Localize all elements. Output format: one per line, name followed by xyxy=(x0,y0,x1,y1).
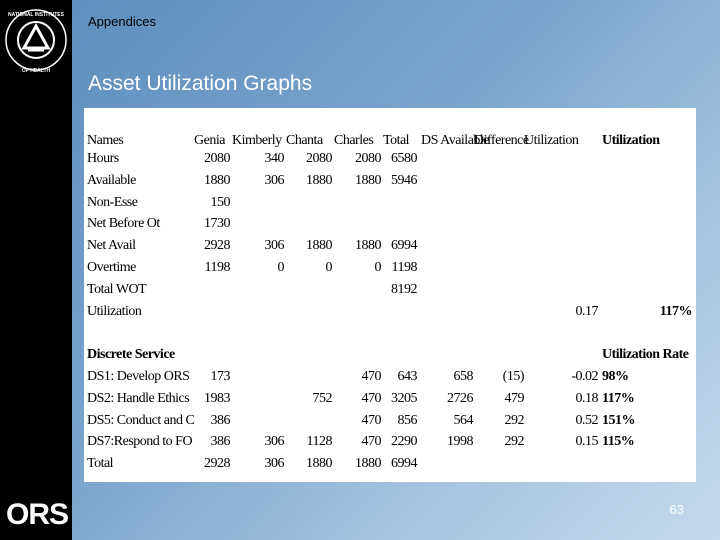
table-cell: (15) xyxy=(502,369,524,384)
table-cell: 150 xyxy=(210,194,230,210)
slide-title: Asset Utilization Graphs xyxy=(88,72,313,95)
row-label: Overtime xyxy=(87,260,136,275)
table-cell: 564 xyxy=(453,412,473,428)
table-cell: 6994 xyxy=(391,456,417,472)
table-cell: 856 xyxy=(397,412,417,428)
table-cell: 2080 xyxy=(355,151,381,166)
table-header-cell: Chanta xyxy=(286,133,323,148)
table-cell: 0 xyxy=(374,260,381,275)
table-cell: 6580 xyxy=(391,151,417,166)
table-cell: 1880 xyxy=(355,456,381,472)
table-cell: 643 xyxy=(397,369,417,384)
table-cell: 2726 xyxy=(447,390,473,406)
table-header-cell: Kimberly xyxy=(232,133,282,148)
table-cell: 470 xyxy=(361,434,381,450)
table-cell: 1880 xyxy=(306,456,332,472)
table-cell: 2080 xyxy=(204,151,230,166)
svg-text:NATIONAL INSTITUTES: NATIONAL INSTITUTES xyxy=(8,12,64,18)
table-cell: 1198 xyxy=(204,260,230,275)
table-cell: 1128 xyxy=(306,434,332,450)
table-header-cell: Utilization xyxy=(524,133,579,148)
table-cell: 0.52 xyxy=(575,412,598,428)
table-cell: Utilization Rate xyxy=(602,347,689,363)
row-label: Utilization xyxy=(87,303,142,319)
row-label: Total WOT xyxy=(87,281,147,297)
table-cell: 2290 xyxy=(391,434,417,450)
row-label: Net Before Ot xyxy=(87,216,160,232)
table-cell: 658 xyxy=(453,369,473,384)
table-cell: 292 xyxy=(504,412,524,428)
table-cell: 479 xyxy=(504,390,524,406)
table-cell: 151% xyxy=(602,412,635,428)
table-cell: 1730 xyxy=(204,216,230,232)
row-label: Discrete Service xyxy=(87,347,175,363)
row-label: Non-Esse xyxy=(87,194,138,210)
table-cell: 340 xyxy=(264,151,284,166)
row-label: Available xyxy=(87,172,136,188)
table-cell: 1198 xyxy=(391,260,417,275)
table-cell: 1880 xyxy=(306,238,332,254)
table-header-cell: Total xyxy=(383,133,410,148)
table-cell: 2928 xyxy=(204,456,230,472)
section-label: Appendices xyxy=(88,14,156,29)
table-cell: 306 xyxy=(264,172,284,188)
table-cell: 470 xyxy=(361,369,381,384)
table-cell: 752 xyxy=(312,390,332,406)
ors-logo: ORS xyxy=(6,498,69,531)
table-cell: 98% xyxy=(602,369,629,384)
table-cell: 0.17 xyxy=(575,303,598,319)
table-cell: 0 xyxy=(325,260,332,275)
row-label: DS2: Handle Ethics xyxy=(87,390,190,406)
nih-seal-logo xyxy=(2,4,70,76)
table-cell: 8192 xyxy=(391,281,417,297)
table-cell: 292 xyxy=(504,434,524,450)
table-header-cell: Names xyxy=(87,133,124,148)
page-number: 63 xyxy=(669,502,684,517)
table-cell: 0.18 xyxy=(575,390,598,406)
table-cell: 115% xyxy=(602,434,635,450)
table-cell: 1880 xyxy=(355,238,381,254)
row-label: DS7:Respond to FO xyxy=(87,434,193,450)
table-cell: 2928 xyxy=(204,238,230,254)
table-cell: 1983 xyxy=(204,390,230,406)
table-cell: 173 xyxy=(210,369,230,384)
table-cell: 1880 xyxy=(355,172,381,188)
table-header-cell: DS Available xyxy=(421,133,490,148)
table-header-cell: Genia xyxy=(194,133,225,148)
row-label: DS5: Conduct and C xyxy=(87,412,195,428)
table-cell: 1998 xyxy=(447,434,473,450)
table-header-cell: Charles xyxy=(334,133,374,148)
table-cell: 306 xyxy=(264,434,284,450)
slide-content xyxy=(72,0,720,540)
row-label: Total xyxy=(87,456,114,472)
table-cell: 0.15 xyxy=(575,434,598,450)
table-cell: 470 xyxy=(361,412,381,428)
table-cell: 117% xyxy=(602,390,635,406)
row-label: Net Avail xyxy=(87,238,136,254)
table-cell: 470 xyxy=(361,390,381,406)
table-cell: 306 xyxy=(264,238,284,254)
utilization-table xyxy=(84,108,696,482)
table-header-cell: Difference xyxy=(474,133,529,148)
table-cell: 3205 xyxy=(391,390,417,406)
table-cell: 306 xyxy=(264,456,284,472)
table-cell: 0 xyxy=(277,260,284,275)
table-cell: 1880 xyxy=(306,172,332,188)
table-cell: 117% xyxy=(659,303,692,319)
table-cell: 386 xyxy=(210,434,230,450)
table-cell: -0.02 xyxy=(571,369,598,384)
table-cell: 1880 xyxy=(204,172,230,188)
table-cell: 5946 xyxy=(391,172,417,188)
table-cell: 2080 xyxy=(306,151,332,166)
sidebar xyxy=(0,0,72,540)
table-cell: 6994 xyxy=(391,238,417,254)
row-label: Hours xyxy=(87,151,119,166)
svg-text:OF HEALTH: OF HEALTH xyxy=(21,68,51,74)
table-header-cell: Utilization xyxy=(602,133,660,148)
row-label: DS1: Develop ORS xyxy=(87,369,190,384)
table-cell: 386 xyxy=(210,412,230,428)
